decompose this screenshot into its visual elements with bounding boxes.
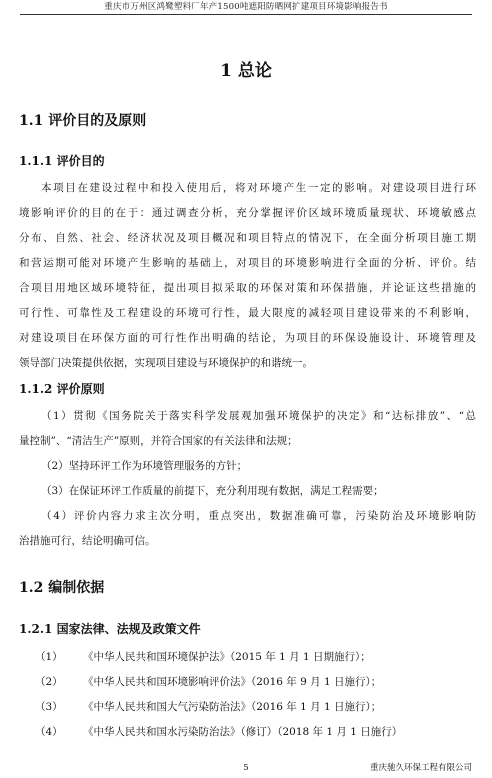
paragraph-line: （3）在保证环评工作质量的前提下，充分利用现有数据，满足工程需要； xyxy=(41,485,384,497)
section-heading-1-1: 1.1 评价目的及原则 xyxy=(19,113,147,129)
running-header: 重庆市万州区鸿鹭塑料厂年产1500吨遮阳防晒网扩建项目环境影响报告书 xyxy=(104,2,388,12)
paragraph-line: 对建设项目在环保方面的可行性作出明确的结论，为项目的环保设施设计、环境管理及 xyxy=(19,332,476,344)
paragraph-line: 可行性、可靠性及工程建设的环境可行性，最大限度的减轻项目建设带来的不利影响， xyxy=(19,307,476,319)
paragraph-line: 领导部门决策提供依据，实现项目建设与环境保护的和谐统一。 xyxy=(19,357,313,369)
reference-item xyxy=(35,725,475,739)
page-number: 5 xyxy=(243,763,249,773)
paragraph-line: 量控制”、“清洁生产”原则，并符合国家的有关法律和法规； xyxy=(19,435,298,447)
chapter-title: 1 总论 xyxy=(220,61,272,81)
paragraph-line: 治措施可行，结论明确可信。 xyxy=(19,535,156,547)
reference-number: （4） xyxy=(35,726,63,738)
reference-number: （3） xyxy=(35,701,63,713)
subsection-heading-1-2-1: 1.2.1 国家法律、法规及政策文件 xyxy=(19,622,201,636)
reference-text: 《中华人民共和国水污染防治法》（修订）（2018 年 1 月 1 日施行） xyxy=(83,726,403,738)
reference-item xyxy=(35,650,475,664)
reference-text: 《中华人民共和国环境影响评价法》（2016 年 9 月 1 日施行）； xyxy=(83,676,382,688)
paragraph-line: （4）评价内容力求主次分明，重点突出，数据准确可靠，污染防治及环境影响防 xyxy=(41,510,476,522)
header-rule xyxy=(20,14,472,15)
footer-company: 重庆驰久环保工程有限公司 xyxy=(369,763,472,773)
reference-text: 《中华人民共和国大气污染防治法》（2016 年 1 月 1 日施行）； xyxy=(83,701,382,713)
reference-text: 《中华人民共和国环境保护法》（2015 年 1 月 1 日期施行）； xyxy=(83,651,371,663)
subsection-heading-1-1-2: 1.1.2 评价原则 xyxy=(19,382,105,396)
paragraph-line: 境影响评价的目的在于：通过调查分析，充分掌握评价区域环境质量现状、环境敏感点 xyxy=(19,207,476,219)
reference-item xyxy=(35,700,475,714)
paragraph-line: 分布、自然、社会、经济状况及项目概况和项目特点的情况下，在全面分析项目施工期 xyxy=(19,232,476,244)
section-heading-1-2: 1.2 编制依据 xyxy=(19,580,105,596)
reference-number: （1） xyxy=(35,651,63,663)
paragraph-line: （1）贯彻《国务院关于落实科学发展观加强环境保护的决定》和“达标排放”、“总 xyxy=(41,410,476,422)
paragraph-line: 合项目用地区域环境特征，提出项目拟采取的环保对策和环保措施，并论证这些措施的 xyxy=(19,282,476,294)
paragraph-line: 本项目在建设过程中和投入使用后，将对环境产生一定的影响。对建设项目进行环 xyxy=(41,182,476,194)
subsection-heading-1-1-1: 1.1.1 评价目的 xyxy=(19,154,105,168)
paragraph-line: （2）坚持环评工作为环境管理服务的方针； xyxy=(41,460,248,472)
reference-item xyxy=(35,675,475,689)
paragraph-line: 和营运期可能对环境产生影响的基础上，对项目的环境影响进行全面的分析、评价。结 xyxy=(19,257,476,269)
reference-number: （2） xyxy=(35,676,63,688)
